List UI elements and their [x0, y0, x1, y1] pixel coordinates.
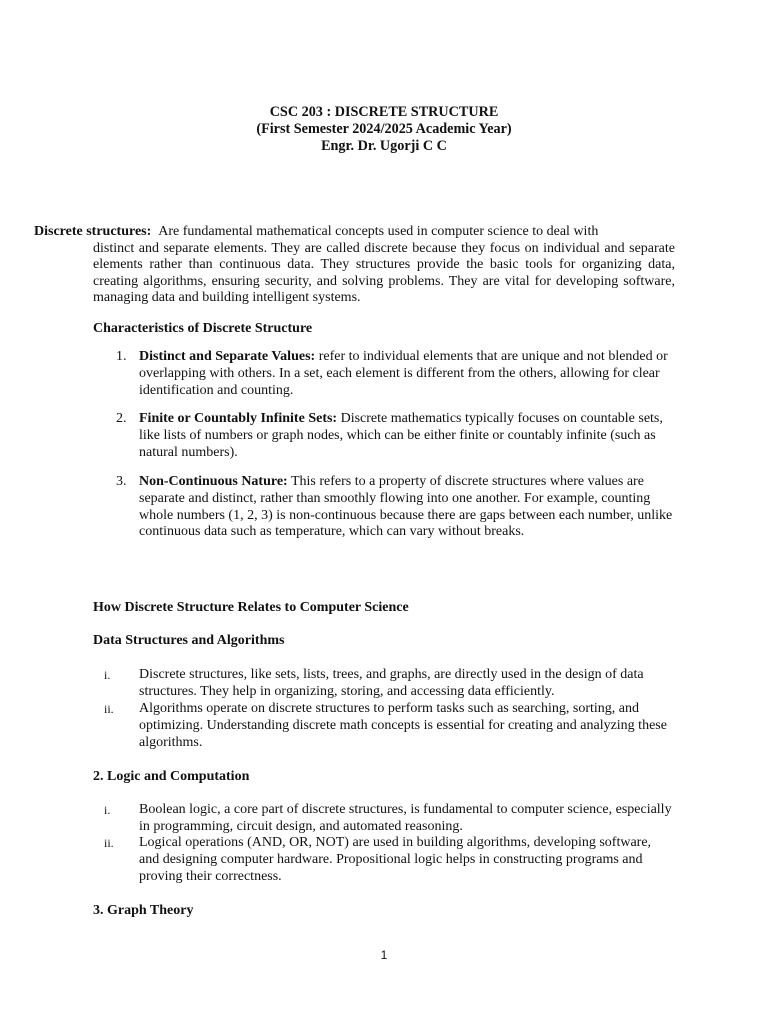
item-term: Non-Continuous Nature: [139, 474, 288, 489]
intro-rest: distinct and separate elements. They are called discrete because they focus on individual and separate elements rather than continuous data. They structures provide the basic tools for organizing data, creating algorithms, ensuring security, and solving problems. They are vital for developing software, managing data and building intelligent systems. [93, 240, 675, 306]
item-text: refer to individual elements that are unique and not blended or overlapping with others. In a set, each element is different from the others, allowing for clear identification and counting. [139, 349, 668, 398]
item-text: Discrete structures, like sets, lists, trees, and graphs, are directly used in the design of data structures. They help in organizing, storing, and accessing data efficiently. [139, 667, 644, 699]
section-heading-graph-theory: 3. Graph Theory [93, 903, 194, 918]
intro-paragraph [34, 224, 675, 307]
list-number: 1. [116, 349, 127, 364]
section-heading-logic: 2. Logic and Computation [93, 769, 250, 784]
semester-line: (First Semester 2024/2025 Academic Year) [256, 121, 512, 137]
item-text: This refers to a property of discrete structures where values are separate and distinct, rather than smoothly flowing into one another. For example, counting whole numbers (1, 2, 3) is non-continuous because there are gaps between each number, unlike continuous data such as temperature, which can vary without breaks. [139, 474, 673, 540]
item-term: Distinct and Separate Values: [139, 349, 316, 364]
intro-term: Discrete structures: [34, 224, 152, 239]
list-number: 3. [116, 474, 127, 489]
document-header [0, 104, 768, 155]
item-term: Finite or Countably Infinite Sets: [139, 411, 338, 426]
intro-line1: Are fundamental mathematical concepts used in computer science to deal with [158, 224, 599, 239]
lecturer-name: Engr. Dr. Ugorji C C [321, 138, 447, 154]
list-number: i. [104, 803, 111, 817]
list-number: 2. [116, 411, 127, 426]
item-text: Boolean logic, a core part of discrete structures, is fundamental to computer science, especially in programming, circuit design, and automated reasoning. [139, 802, 672, 834]
item-text: Algorithms operate on discrete structures to perform tasks such as searching, sorting, and optimizing. Understanding discrete math concepts is essential for creating and analyzing these algorithms. [139, 701, 667, 750]
item-text: Discrete mathematics typically focuses on countable sets, like lists of numbers or graph nodes, which can be either finite or countably infinite (such as natural numbers). [139, 411, 663, 460]
section-heading-data-structures: Data Structures and Algorithms [93, 633, 285, 648]
list-number: i. [104, 668, 111, 682]
course-title: CSC 203 : DISCRETE STRUCTURE [269, 104, 499, 120]
list-number: ii. [104, 702, 114, 716]
item-text: Logical operations (AND, OR, NOT) are used in building algorithms, developing software, and designing computer hardware. Propositional logic helps in constructing programs and proving their correctness. [139, 835, 652, 884]
characteristics-heading: Characteristics of Discrete Structure [93, 321, 313, 336]
page-number: 1 [380, 948, 388, 962]
relation-heading: How Discrete Structure Relates to Computer Science [93, 600, 409, 615]
list-number: ii. [104, 836, 114, 850]
